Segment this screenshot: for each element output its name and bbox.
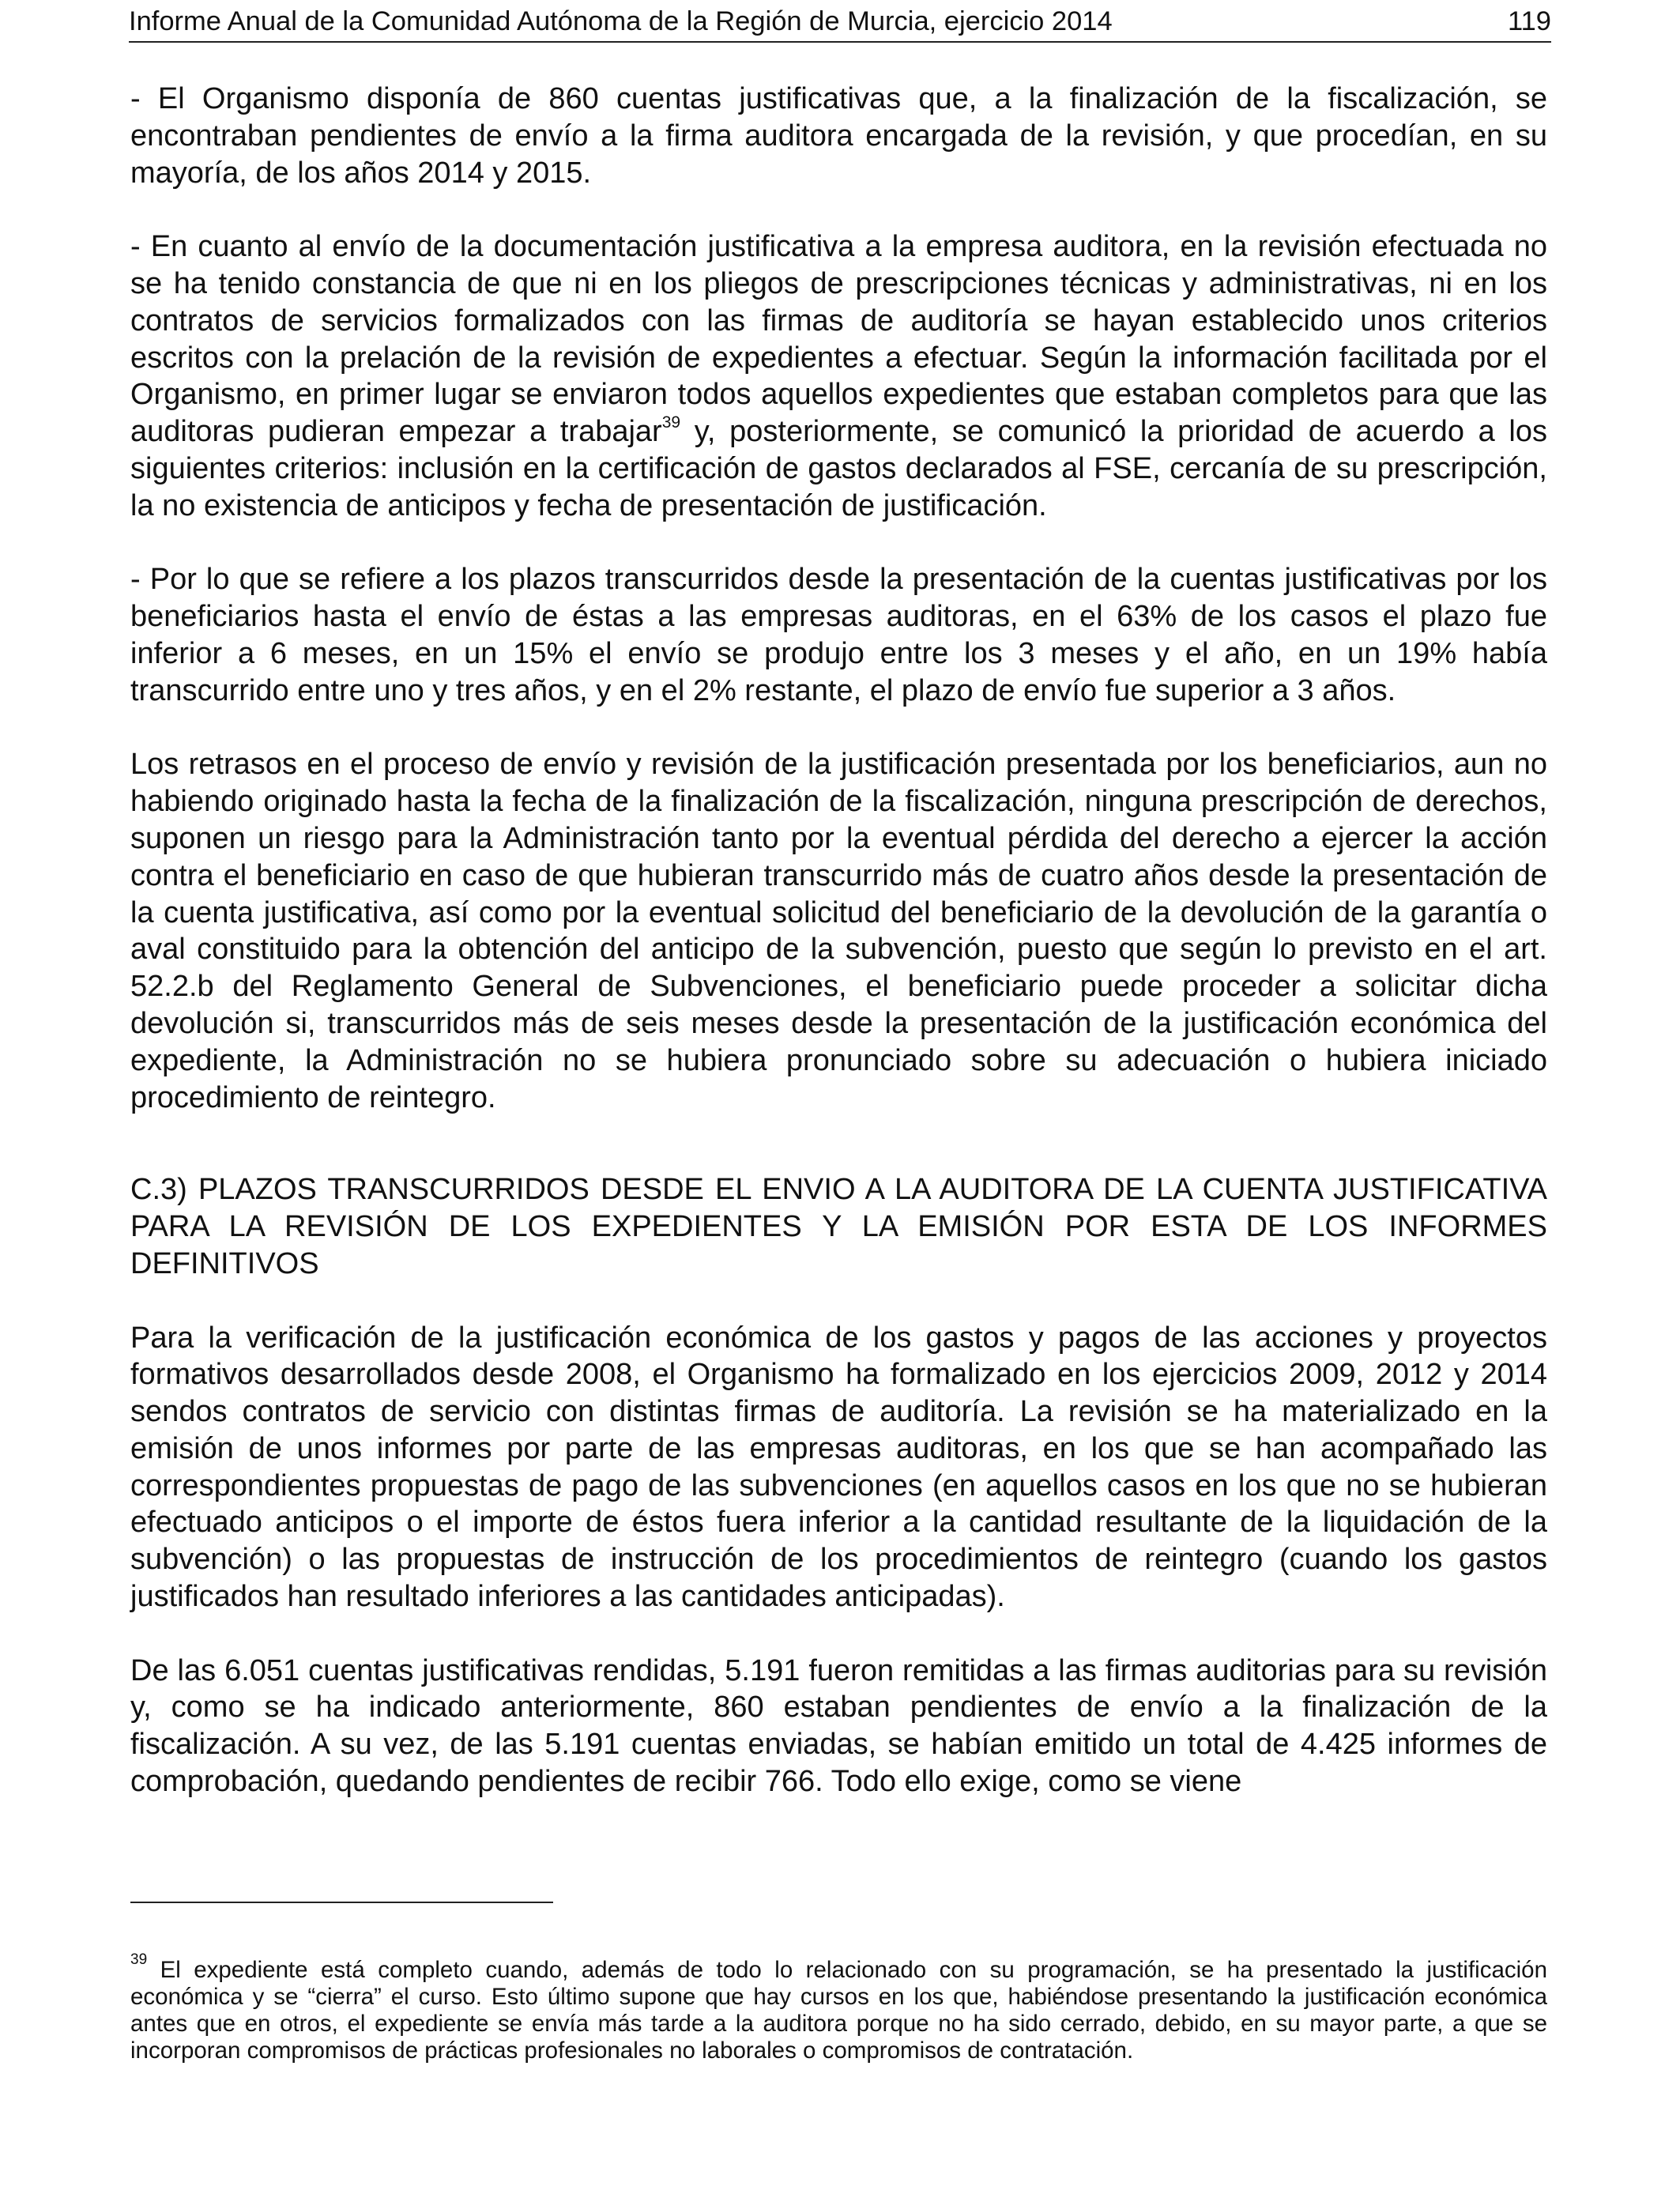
paragraph-accounts-figures: De las 6.051 cuentas justificativas rendidas, 5.191 fueron remitidas a las firmas auditorias para su revisión y, como se ha indicado anteriormente, 860 estaban pendientes de envío a la finalización de la fiscalización. A su vez, de las 5.191 cuentas enviadas, se habían emitido un total de 4.425 informes de comprobación, quedando pendientes de recibir 766. Todo ello exige, como se viene: [130, 1653, 1547, 1799]
paragraph-documentation-sending: [130, 228, 1547, 524]
paragraph-elapsed-periods: - Por lo que se refiere a los plazos transcurridos desde la presentación de la cuentas justificativas por los beneficiarios hasta el envío de éstas a las empresas auditoras, en el 63% de los casos el plazo fue inferior a 6 meses, en un 15% el envío se produjo entre los 3 meses y el año, en un 19% había transcurrido entre uno y tres años, y en el 2% restante, el plazo de envío fue superior a 3 años.: [130, 563, 1547, 707]
body-text: [130, 81, 1547, 1838]
footnote-text: El expediente está completo cuando, además de todo lo relacionado con su programación, se ha presentado la justificación económica y se “cierra” el curso. Esto último supone que hay cursos en los que, habiéndose presentando la justificación económica antes que en otros, el expediente se envía más tarde a la auditora porque no ha sido cerrado, debido, en su mayor parte, a que se incorporan compromisos de prácticas profesionales no laborales o compromisos de contratación.: [130, 1957, 1547, 2064]
page-number: 119: [1507, 6, 1551, 36]
footnote-divider: [130, 1902, 553, 1903]
footnote: [130, 1951, 1547, 2064]
running-header: [129, 2, 1551, 43]
paragraph-text-part: - En cuanto al envío de la documentación justificativa a la empresa auditora, en la revisión efectuada no se ha tenido constancia de que ni en los pliegos de prescripciones técnicas y administrativas, ni en los contratos de servicios formalizados con las firmas de auditoría se hayan establecido unos criterios escritos con la prelación de la revisión de expedientes a efectuar. Según la información facilitada por el Organismo, en primer lugar se enviaron todos aquellos expedientes que estaban completos para que las auditoras pudieran empezar a trabajar: [130, 230, 1547, 449]
footnote-number: 39: [130, 1951, 148, 1969]
section-heading-c3: C.3) PLAZOS TRANSCURRIDOS DESDE EL ENVIO A LA AUDITORA DE LA CUENTA JUSTIFICATIVA PARA LA REVISIÓN DE LOS EXPEDIENTES Y LA EMISIÓN POR ESTA DE LOS INFORMES DEFINITIVOS: [130, 1173, 1547, 1280]
paragraph-pending-accounts: - El Organismo disponía de 860 cuentas justificativas que, a la finalización de la fiscalización, se encontraban pendientes de envío a la firma auditora encargada de la revisión, y que procedían, en su mayoría, de los años 2014 y 2015.: [130, 82, 1547, 190]
footnote-reference[interactable]: 39: [661, 413, 681, 432]
paragraph-verification: Para la verificación de la justificación económica de los gastos y pagos de las acciones y proyectos formativos desarrollados desde 2008, el Organismo ha formalizado en los ejercicios 2009, 2012 y 2014 sendos contratos de servicio con distintas firmas de auditoría. La revisión se ha materializado en la emisión de unos informes por parte de las empresas auditoras, en los que se han acompañado las correspondientes propuestas de pago de las subvenciones (en aquellos casos en los que no se hubieran efectuado anticipos o el importe de éstos fuera inferior a la cantidad resultante de la liquidación de la subvención) o las propuestas de instrucción de los procedimientos de reintegro (cuando los gastos justificados han resultado inferiores a las cantidades anticipadas).: [130, 1321, 1547, 1614]
paragraph-text-part: y, posteriormente, se comunicó la prioridad de acuerdo a los siguientes criterios: inclusión en la certificación de gastos declarados al FSE, cercanía de su prescripción, la no existencia de anticipos y fecha de presentación de justificación.: [130, 415, 1547, 522]
header-title: Informe Anual de la Comunidad Autónoma de la Región de Murcia, ejercicio 2014: [129, 6, 1113, 36]
paragraph-delays-risk: Los retrasos en el proceso de envío y revisión de la justificación presentada por los beneficiarios, aun no habiendo originado hasta la fecha de la finalización de la fiscalización, ninguna prescripción de derechos, suponen un riesgo para la Administración tanto por la eventual pérdida del derecho a ejercer la acción contra el beneficiario en caso de que hubieran transcurrido más de cuatro años desde la presentación de la cuenta justificativa, así como por la eventual solicitud del beneficiario de la devolución de la garantía o aval constituido para la obtención del anticipo de la subvención, puesto que según lo previsto en el art. 52.2.b del Reglamento General de Subvenciones, el beneficiario puede proceder a solicitar dicha devolución si, transcurridos más de seis meses desde la presentación de la justificación económica del expediente, la Administración no se hubiera pronunciado sobre su adecuación o hubiera iniciado procedimiento de reintegro.: [130, 748, 1547, 1114]
